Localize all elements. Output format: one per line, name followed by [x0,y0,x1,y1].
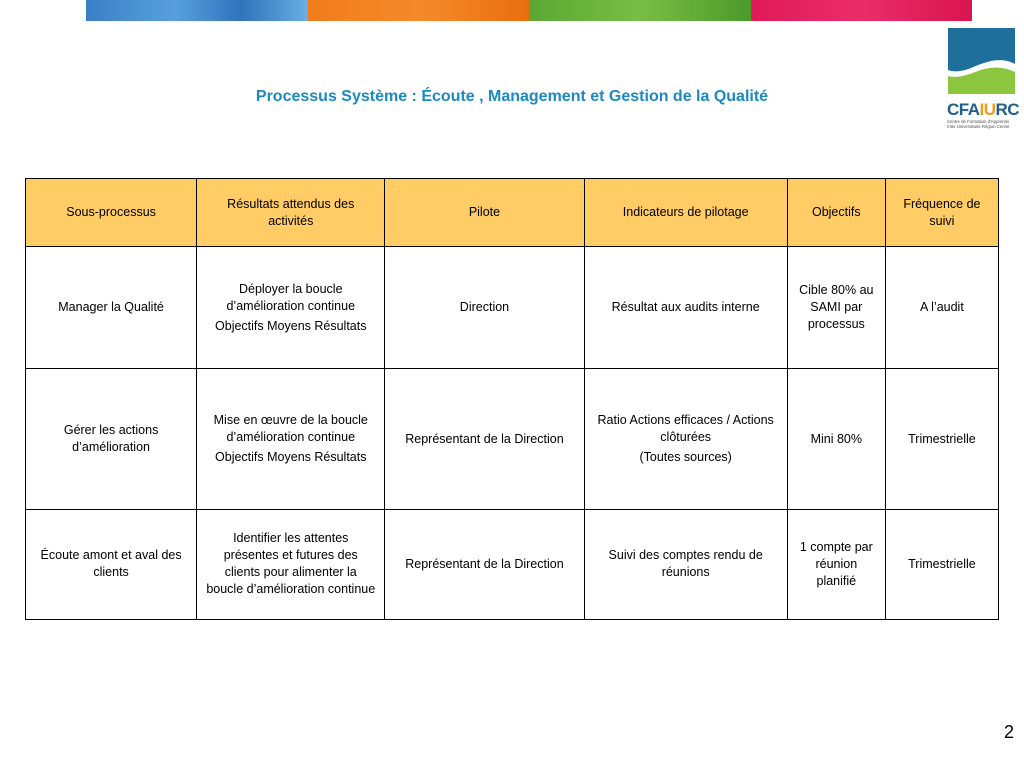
cell-sous-processus: Écoute amont et aval des clients [26,509,197,619]
cell-resultats-line1: Déployer la boucle d’amélioration continue [226,281,356,313]
table-row [26,369,999,509]
page-title: Processus Système : Écoute , Management et Gestion de la Qualité [255,88,769,105]
banner-segment-pink [751,0,973,21]
cell-indicateurs-line1: Ratio Actions efficaces / Actions clôturées [597,413,774,444]
header-objectifs: Objectifs [787,179,885,247]
banner-segment-orange [308,0,530,21]
header-frequence: Fréquence de suivi [885,179,998,247]
cell-pilote: Représentant de la Direction [385,509,584,619]
cell-objectifs: Cible 80% au SAMI par processus [787,247,885,369]
cell-resultats [197,247,385,369]
table-header-row [26,179,999,247]
header-indicateurs: Indicateurs de pilotage [584,179,787,247]
cell-objectifs: 1 compte par réunion planifié [787,509,885,619]
page-number: 2 [1003,722,1014,742]
cell-indicateurs-line1: Résultat aux audits interne [611,300,760,315]
process-table [25,178,999,620]
logo-name-suffix: RC [995,100,1020,119]
cell-resultats-line2: Objectifs Moyens Résultats [215,318,367,333]
logo-name-prefix: CFA [947,100,980,119]
cell-resultats [197,509,385,619]
cell-resultats-line2: Objectifs Moyens Résultats [215,450,367,464]
table-row [26,247,999,369]
banner-segment-green [529,0,751,21]
header-resultats: Résultats attendus des activités [197,179,385,247]
header-sous-processus: Sous-processus [26,179,197,247]
banner-segment-blue [86,0,308,21]
cell-objectifs: Mini 80% [787,369,885,509]
cell-resultats [197,369,385,509]
cell-frequence: Trimestrielle [885,369,998,509]
logo-name-highlight: IU [979,100,996,119]
cell-frequence: A l’audit [885,247,998,369]
header-pilote: Pilote [385,179,584,247]
cell-indicateurs-line2: (Toutes sources) [639,450,732,464]
cell-indicateurs-line1: Suivi des comptes rendu de réunions [608,548,763,580]
cell-indicateurs [584,509,787,619]
cell-indicateurs [584,247,787,369]
color-banner [86,0,972,21]
cell-resultats-line1: Identifier les attentes présentes et futures des clients pour alimenter la boucle d’amélioration continue [206,531,376,597]
cell-resultats-line1: Mise en œuvre de la boucle d’amélioration continue [213,413,368,444]
logo-subtitle-line1: Centre de Formation d'Apprentis [947,119,1009,124]
cell-pilote: Direction [385,247,584,369]
logo-subtitle [947,119,1019,129]
cell-pilote: Représentant de la Direction [385,369,584,509]
cell-sous-processus: Gérer les actions d’amélioration [26,369,197,509]
logo-subtitle-line2: Inter Universitaire Région Centre [947,124,1010,129]
table-row [26,509,999,619]
cell-sous-processus: Manager la Qualité [26,247,197,369]
cell-indicateurs [584,369,787,509]
cell-frequence: Trimestrielle [885,509,998,619]
